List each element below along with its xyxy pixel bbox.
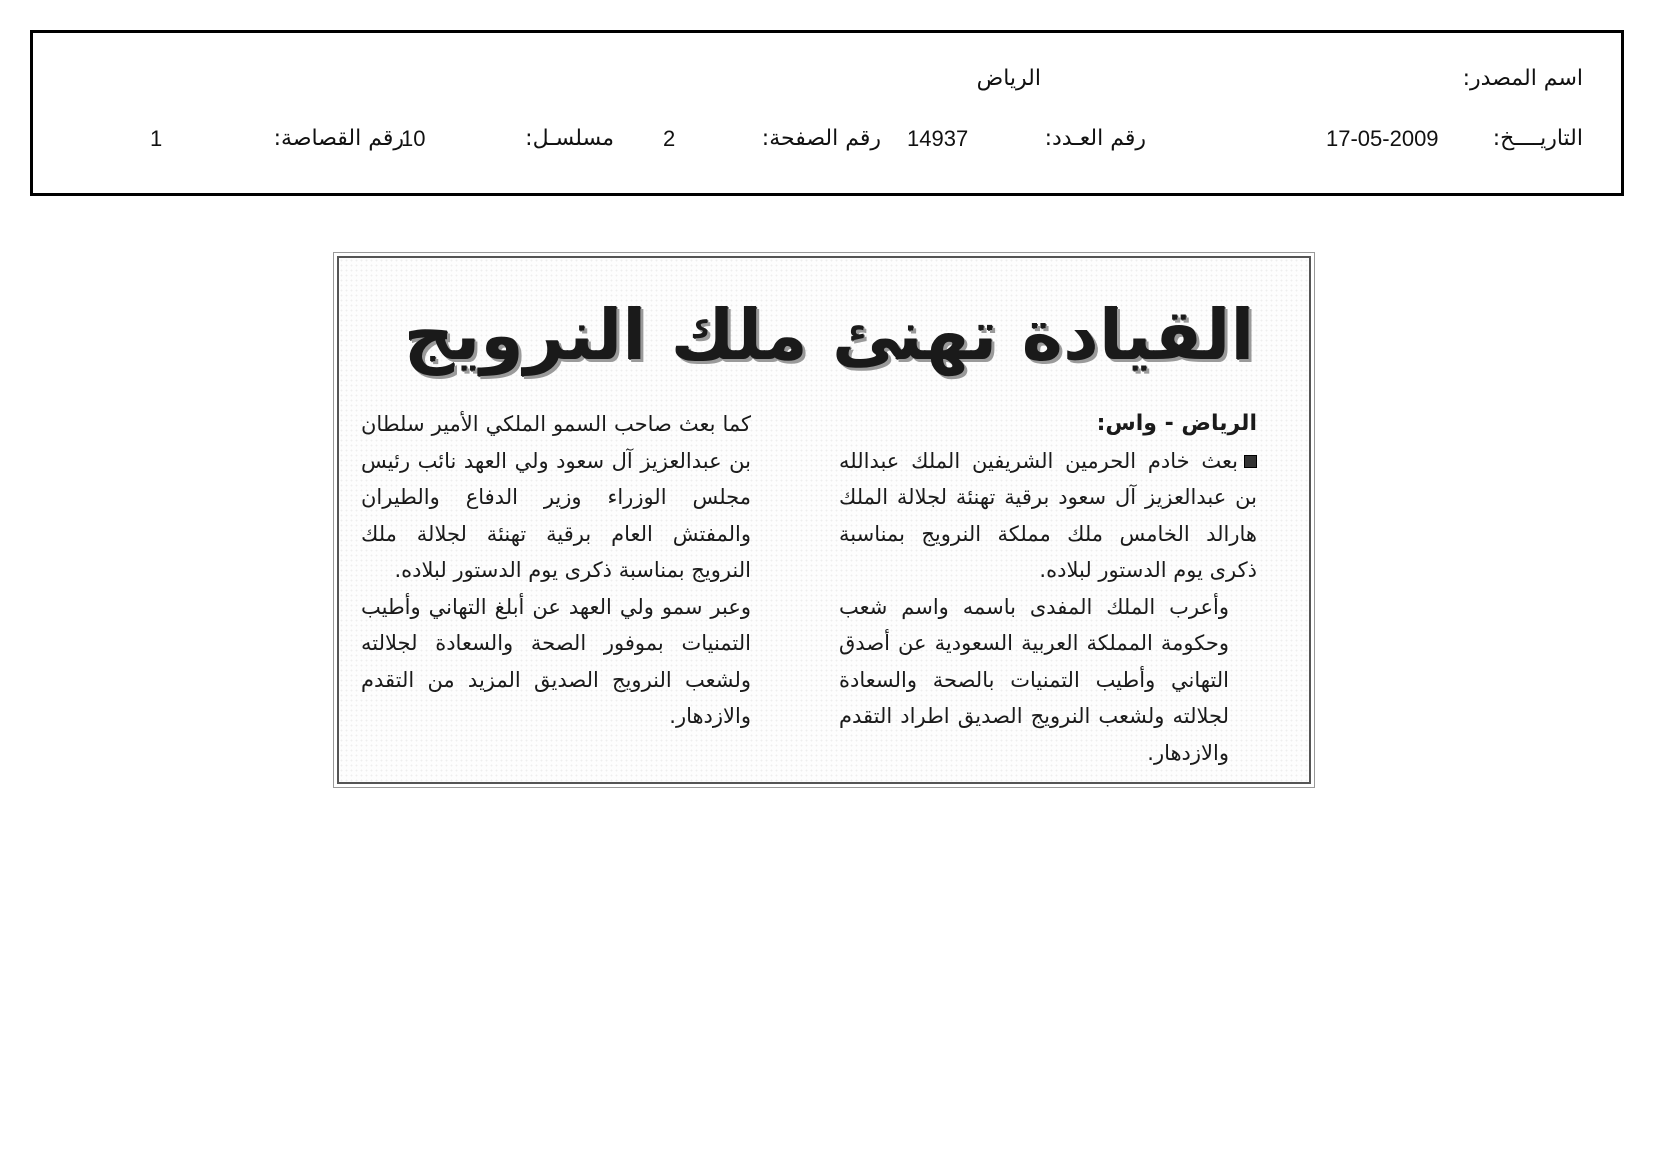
article-column-right (839, 406, 1257, 771)
paragraph (839, 443, 1257, 589)
paragraph-text: بعث خادم الحرمين الشريفين الملك عبدالله بن عبدالعزيز آل سعود برقية تهنئة لجلالة الملك هارالد الخامس ملك مملكة النرويج بمناسبة ذكرى يوم الدستور لبلاده. (839, 448, 1257, 582)
paragraph: وعبر سمو ولي العهد عن أبلغ التهاني وأطيب التمنيات بموفور الصحة والسعادة لجلالته ولشعب النرويج الصديق المزيد من التقدم والازدهار. (361, 594, 751, 728)
newspaper-clipping (337, 256, 1311, 784)
clipping-value: 1 (150, 126, 163, 151)
page-label: رقم الصفحة: (761, 126, 881, 151)
page-value: 2 (663, 126, 676, 151)
date-value: 17-05-2009 (1326, 126, 1439, 151)
metadata-box (30, 30, 1624, 196)
issue-value: 14937 (907, 126, 969, 151)
clipping-label: رقم القصاصة: (273, 126, 404, 151)
article-column-left (361, 406, 779, 735)
issue-label: رقم العـدد: (1044, 126, 1146, 151)
date-label: التاريــــخ: (1492, 126, 1583, 151)
source-value: الرياض (976, 66, 1041, 91)
paragraph: وأعرب الملك المفدى باسمه واسم شعب وحكومة المملكة العربية السعودية عن أصدق التهاني وأطيب التمنيات بالصحة والسعادة لجلالته ولشعب النرويج الصديق اطراد التقدم والازدهار. (839, 594, 1229, 765)
paragraph: كما بعث صاحب السمو الملكي الأمير سلطان بن عبدالعزيز آل سعود ولي العهد نائب رئيس مجلس الوزراء وزير الدفاع والطيران والمفتش العام برقية تهنئة لجلالة ملك النرويج بمناسبة ذكرى يوم الدستور لبلاده. (361, 412, 751, 582)
square-bullet-icon (1244, 455, 1257, 468)
serial-value: 10 (401, 126, 426, 151)
source-label: اسم المصدر: (1462, 66, 1583, 91)
serial-label: مسلسـل: (525, 126, 614, 151)
dateline: الرياض - واس: (1096, 411, 1257, 436)
headline: القيادة تهنئ ملك النرويج (403, 294, 1255, 376)
